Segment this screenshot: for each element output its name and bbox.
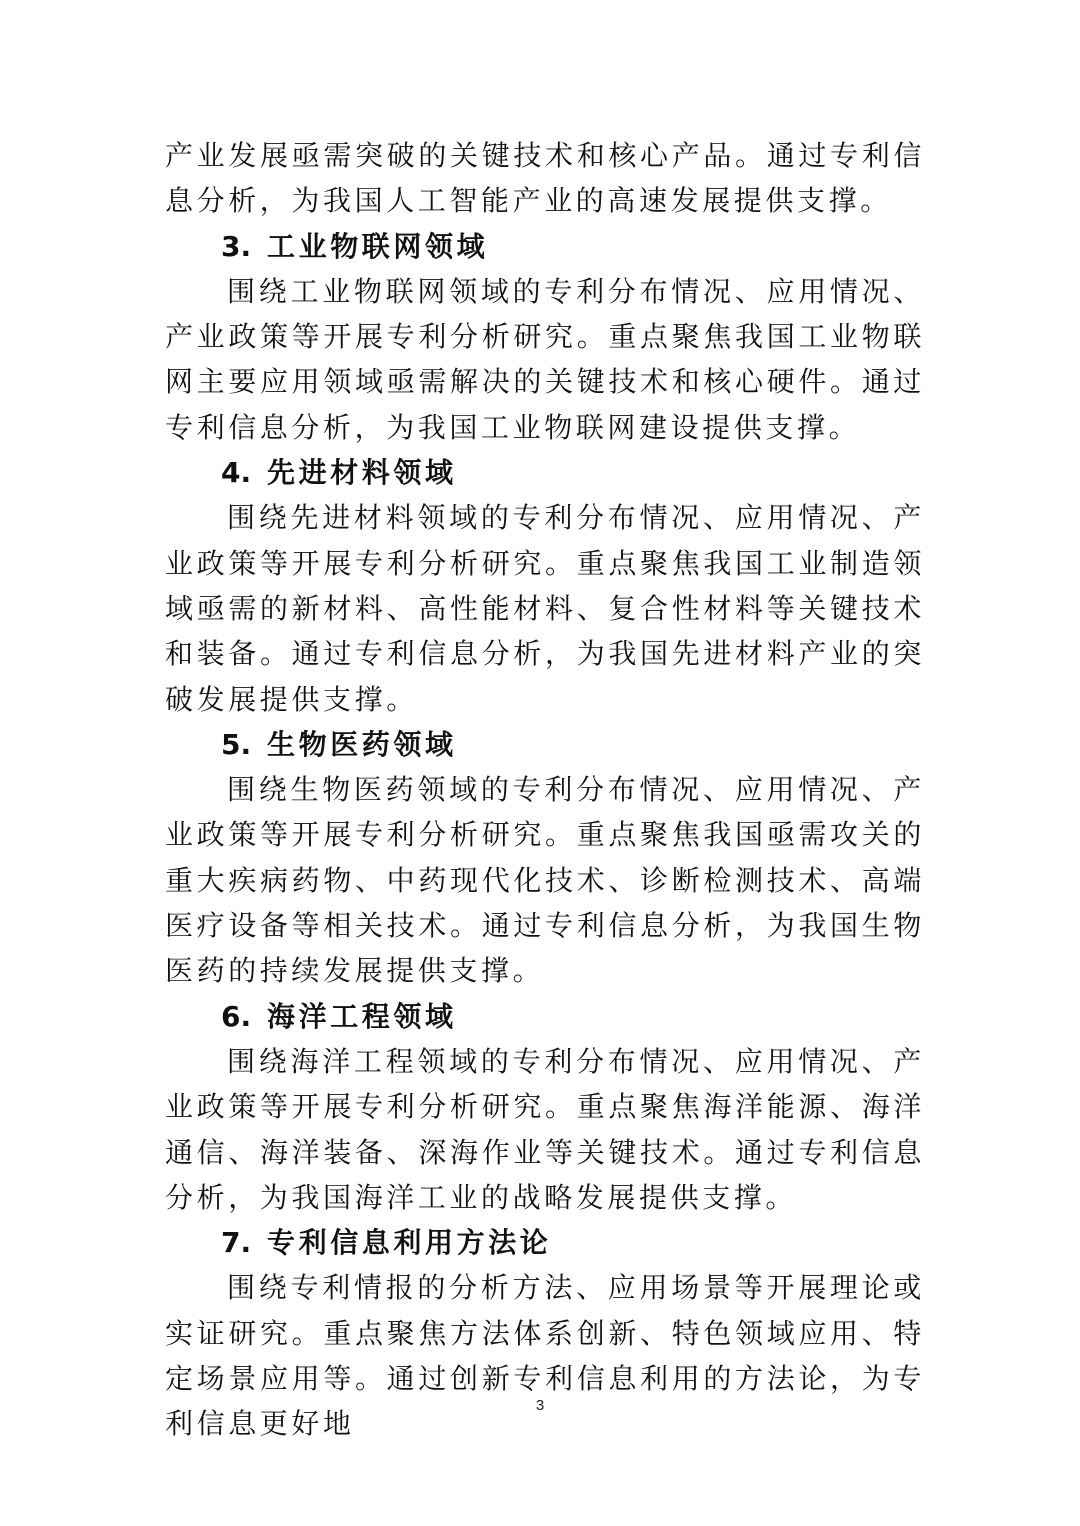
heading-number: 6. (221, 999, 252, 1033)
paragraph-advanced-materials: 围绕先进材料领域的专利分布情况、应用情况、产业政策等开展专利分析研究。重点聚焦我国工业制造领域亟需的新材料、高性能材料、复合性材料等关键技术和装备。通过专利信息分析，为我国先进材料产业的突破发展提供支撑。 (165, 501, 925, 716)
heading-title: 生物医药领域 (267, 727, 457, 761)
heading-industrial-iot (165, 224, 925, 269)
heading-title: 工业物联网领域 (267, 229, 489, 263)
heading-ocean-engineering (165, 994, 925, 1039)
page-number: 3 (535, 1397, 545, 1414)
heading-number: 4. (221, 456, 252, 490)
paragraph-industrial-iot: 围绕工业物联网领域的专利分布情况、应用情况、产业政策等开展专利分析研究。重点聚焦我国工业物联网主要应用领域亟需解决的关键技术和核心硬件。通过专利信息分析，为我国工业物联网建设提供支撑。 (165, 274, 925, 444)
heading-number: 7. (221, 1226, 252, 1260)
heading-title: 海洋工程领域 (267, 999, 457, 1033)
document-body (165, 133, 925, 1447)
heading-number: 3. (221, 229, 252, 263)
heading-advanced-materials (165, 450, 925, 495)
paragraph-ocean-engineering: 围绕海洋工程领域的专利分布情况、应用情况、产业政策等开展专利分析研究。重点聚焦海洋能源、海洋通信、海洋装备、深海作业等关键技术。通过专利信息分析，为我国海洋工业的战略发展提供支撑。 (165, 1044, 925, 1214)
heading-title: 专利信息利用方法论 (267, 1226, 552, 1260)
paragraph-biomedicine: 围绕生物医药领域的专利分布情况、应用情况、产业政策等开展专利分析研究。重点聚焦我国亟需攻关的重大疾病药物、中药现代化技术、诊断检测技术、高端医疗设备等相关技术。通过专利信息分析，为我国生物医药的持续发展提供支撑。 (165, 773, 925, 988)
heading-number: 5. (221, 727, 252, 761)
paragraph-ai-continued: 产业发展亟需突破的关键技术和核心产品。通过专利信息分析，为我国人工智能产业的高速发展提供支撑。 (165, 139, 925, 218)
heading-title: 先进材料领域 (267, 456, 457, 490)
heading-biomedicine (165, 722, 925, 767)
paragraph-patent-methodology: 围绕专利情报的分析方法、应用场景等开展理论或实证研究。重点聚焦方法体系创新、特色领域应用、特定场景应用等。通过创新专利信息利用的方法论，为专利信息更好地 (165, 1271, 925, 1441)
heading-patent-methodology (165, 1220, 925, 1265)
